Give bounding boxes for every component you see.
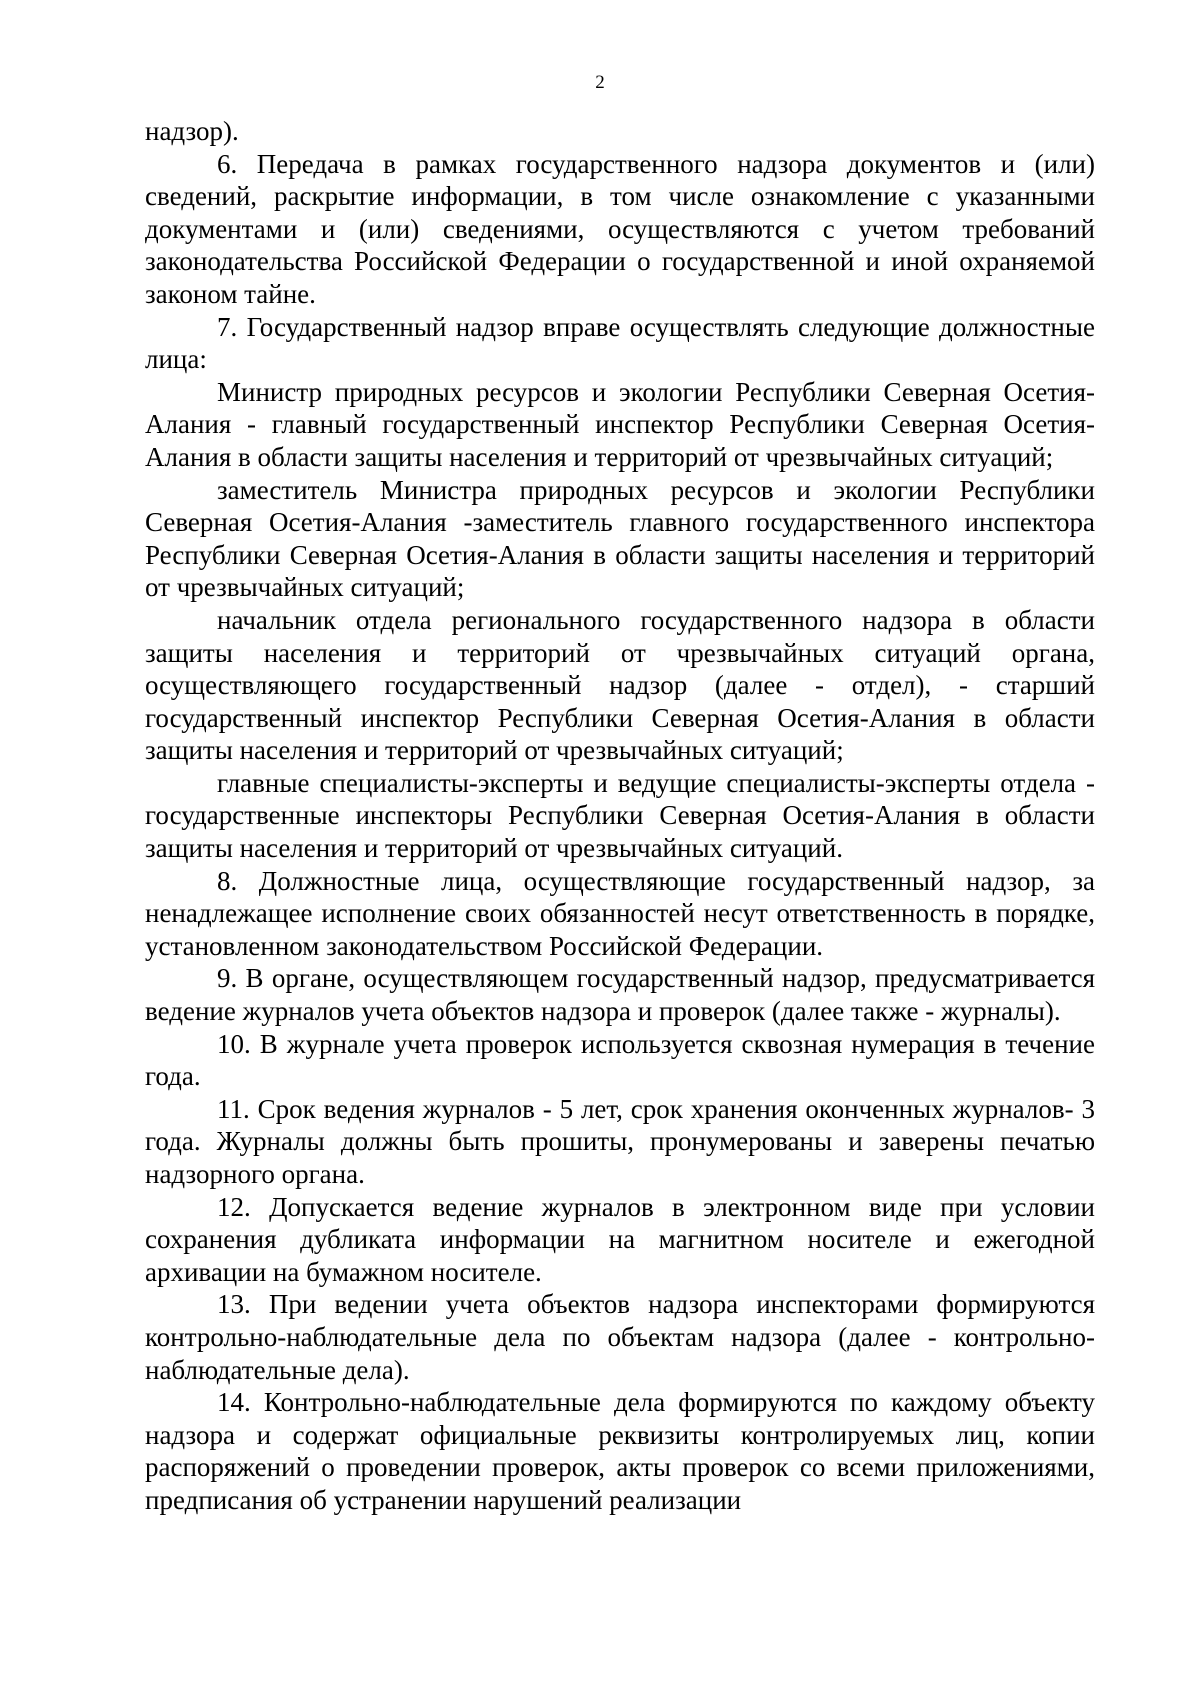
paragraph-official-specialists: главные специалисты-эксперты и ведущие специалисты-эксперты отдела - государственные инспекторы Республики Северная Осетия-Алания в области защиты населения и территорий от чрезвычайных ситуаций. [145,767,1095,864]
paragraph-12: 12. Допускается ведение журналов в электронном виде при условии сохранения дубликата информации на магнитном носителе и ежегодной архивации на бумажном носителе. [145,1191,1095,1287]
paragraph-10: 10. В журнале учета проверок используется сквозная нумерация в течение года. [145,1028,1095,1092]
paragraph-official-minister: Министр природных ресурсов и экологии Республики Северная Осетия-Алания - главный государственный инспектор Республики Северная Осетия-Алания в области защиты населения и территорий от чрезвычайных ситуаций; [145,376,1095,472]
paragraph-8: 8. Должностные лица, осуществляющие государственный надзор, за ненадлежащее исполнение своих обязанностей несут ответственность в порядке, установленном законодательством Российской Федерации. [145,865,1095,961]
paragraph-11: 11. Срок ведения журналов - 5 лет, срок хранения оконченных журналов- 3 года. Журналы должны быть прошиты, пронумерованы и заверены печатью надзорного органа. [145,1093,1095,1189]
paragraph-13: 13. При ведении учета объектов надзора инспекторами формируются контрольно-наблюдательные дела по объектам надзора (далее - контрольно-наблюдательные дела). [145,1289,1095,1385]
paragraph-7: 7. Государственный надзор вправе осуществлять следующие должностные лица: [145,311,1095,375]
paragraph-6: 6. Передача в рамках государственного надзора документов и (или) сведений, раскрытие информации, в том числе ознакомление с указанными документами и (или) сведениями, осуществляются с учетом требований законодательства Российской Федерации о государственной и иной охраняемой законом тайне. [145,148,1095,309]
page-number: 2 [595,72,605,93]
document-body [145,115,1095,1517]
paragraph-official-deputy-minister: заместитель Министра природных ресурсов и экологии Республики Северная Осетия-Алания -заместитель главного государственного инспектора Республики Северная Осетия-Алания в области защиты населения и территорий от чрезвычайных ситуаций; [145,474,1095,603]
paragraph-14: 14. Контрольно-наблюдательные дела формируются по каждому объекту надзора и содержат официальные реквизиты контролируемых лиц, копии распоряжений о проведении проверок, акты проверок со всеми приложениями, предписания об устранении нарушений реализации [145,1387,1095,1515]
paragraph-official-department-head: начальник отдела регионального государственного надзора в области защиты населения и территорий от чрезвычайных ситуаций органа, осуществляющего государственный надзор (далее - отдел), - старший государственный инспектор Республики Северная Осетия-Алания в области защиты населения и территорий от чрезвычайных ситуаций; [145,604,1095,766]
paragraph-continuation: надзор). [145,116,239,146]
paragraph-9: 9. В органе, осуществляющем государственный надзор, предусматривается ведение журналов учета объектов надзора и проверок (далее также - журналы). [145,963,1095,1027]
